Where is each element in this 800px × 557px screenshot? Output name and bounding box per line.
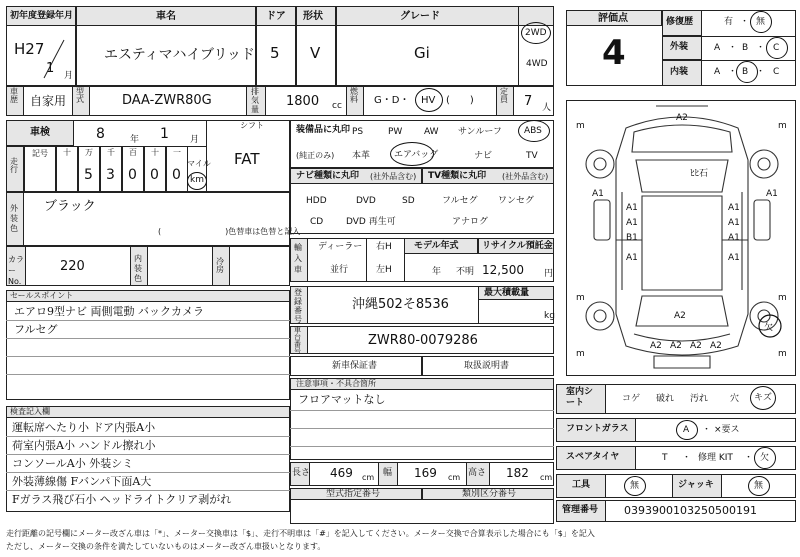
insp-line-4 [6,490,290,491]
tools-value: 無 [630,481,640,491]
import-parallel: 並行 [330,265,349,275]
first-reg-month-unit: 月 [64,71,74,81]
manual: 取扱説明書 [464,361,510,371]
import-label: 輸入車 [294,243,302,274]
height-label: 高さ [468,468,487,478]
equip-tv: TV [526,151,538,161]
ac-label: 冷房 [216,257,224,274]
new-car-warranty: 新車保証書 [332,361,378,371]
interior-color-label: 内装色 [134,254,142,283]
int-opt-dot2: ・ [756,67,766,77]
glass-opt-x: ×要ス [714,425,740,435]
diagram-a2-b1: A2 [650,341,662,351]
first-reg-era: H27 [14,40,45,58]
class-no-label: 類別区分番号 [462,489,517,499]
width-value: 169 [414,466,437,480]
ext-opt-dot2: ・ [756,43,766,53]
inspector-line-5: Fガラス飛び石小 ヘッドライトクリア剥がれ [12,493,232,506]
registration-label: 登録番号 [294,288,302,324]
odometer-digit-label: 一 [173,148,181,157]
mile-label: マイル [187,159,211,168]
equip-pw: PW [388,127,403,137]
diagram-a1-r4: A1 [728,233,740,243]
chassis-label: 車台番号 [294,326,301,355]
equip-leather: 本革 [352,151,371,161]
tv-analog: アナログ [452,217,489,227]
spare-opt-dot1: ・ [682,453,692,463]
seat-yogore: 汚れ [690,394,709,404]
score-value: 4 [602,33,626,73]
diagram-a2-b4: A2 [710,341,722,351]
capacity-label: 定員 [500,87,508,104]
diagram-a1-l: A1 [592,189,604,199]
tv-fullseg: フルセグ [442,196,478,206]
diagram-a1-ml2: A1 [626,218,638,228]
repair-label: 修復歴 [666,17,694,27]
width-cm: cm [448,473,461,482]
interior-seat-label: 室内シート [566,387,594,408]
diagram-a1-ml: A1 [626,203,638,213]
color-no-block [6,246,290,286]
glass-opt-dot: ・ [702,425,712,435]
navi-sd: SD [402,196,415,206]
diagram-a1-lb: A1 [626,253,638,263]
car-name: エスティマハイブリッド [104,47,255,63]
spare-opt-kit: 修理 KIT [698,453,733,463]
drive-divider [518,6,519,86]
inspection-month: 1 [160,126,169,142]
diagram-m-6: m [778,349,787,359]
capacity-unit: 人 [542,103,552,113]
odometer-digit: 3 [106,167,115,183]
tv-type-label: TV種類に丸印 [428,171,487,181]
notes-value: フロアマットなし [298,393,386,406]
inspector-label: 検査記入欄 [10,407,50,416]
notes-line-1 [290,410,554,411]
diagram-a2-bot: A2 [674,311,686,321]
jack-value: 無 [754,481,764,491]
insp-line-2 [6,454,290,455]
model-year-label: モデル年式 [414,241,459,251]
seat-koge: コゲ [622,394,641,404]
navi-type-label: ナビ種類に丸印 [296,171,360,181]
diagram-a1-r2: A1 [728,203,740,213]
sales-line-2 [6,338,290,339]
tools-label: 工具 [572,480,591,490]
width-label: 幅 [383,468,393,478]
spare-opt-dot2: ・ [744,453,754,463]
door-label: ドア [266,11,286,22]
grade-value: Gi [414,44,430,62]
mileage-kigo-label: 記号 [32,149,48,158]
displacement-label: 排気量 [251,87,259,114]
navi-dvd: DVD [356,196,376,206]
seat-yabure: 破れ [656,394,675,404]
first-reg-month: 1 [46,61,55,76]
fuel-label: 燃料 [350,87,358,104]
diagram-a2-top: A2 [676,113,688,123]
mileage-label: 走行 [10,157,18,174]
chassis-value: ZWR80-0079286 [368,333,478,348]
length-cm: cm [362,473,375,482]
notes-block [290,378,554,460]
equipment-label: 装備品に丸印 [296,125,351,135]
diagram-m-5: m [576,349,585,359]
capacity-value: 7 [524,94,533,109]
score-label: 評価点 [598,13,628,24]
shape-label: 形状 [303,11,323,22]
navi-type-sub: (社外品含む) [370,172,417,181]
tv-oneseg: ワンセグ [498,196,535,206]
odometer-digit: 0 [150,167,159,183]
odometer-digit: 5 [84,167,93,183]
length-label: 長さ [292,468,311,478]
inspector-line-1: 運転席へたり小 ドア内張A小 [12,421,156,434]
sales-point-line-1: エアロ9型ナビ 両側電動 バックカメラ [14,305,204,318]
footer-line-1: 走行距離の記号欄にメーター改ざん車は「*」、メーター交換車は「$」、走行不明車は「#」を記入してください。メーター交換で合算表示した場合にも「$」を記入 [6,529,595,538]
odometer-digit: 0 [172,167,181,183]
inspection-month-unit: 月 [190,135,200,145]
tv-type-sub: (社外品含む) [502,172,549,181]
odometer-digit-label: 十 [151,148,159,157]
color-no-value: 220 [60,259,85,274]
model-year-unit: 年 [432,267,442,277]
diagram-m-1: m [576,121,585,131]
diagram-a1-r: A1 [766,189,778,199]
ext-opt-dot1: ・ [728,43,738,53]
management-value: 0393900103250500191 [624,504,757,517]
equip-airbag: エアバッグ [394,150,439,160]
equip-abs: ABS [524,126,542,136]
insp-line-3 [6,472,290,473]
odometer-digit-label: 千 [107,148,115,157]
inspection-year: 8 [96,126,105,142]
inspector-line-3: コンソールA小 外装シミ [12,457,134,470]
notes-label: 注意事項・不具合箇所 [296,379,376,388]
sales-point-label: セールスポイント [10,291,74,300]
equip-aw: AW [424,127,439,137]
drive-2wd: 2WD [525,28,547,38]
exterior-label: 外装 [670,42,689,52]
inspector-line-4: 外装薄線傷 Fバンパ下面A大 [12,475,152,488]
front-glass-label: フロントガラス [566,424,629,434]
equip-ps: PS [352,127,364,137]
int-opt-dot1: ・ [728,67,738,77]
import-dealer: ディーラー [318,242,363,252]
diagram-hishaku: ﾋﾋ石 [690,169,709,179]
insp-line-1 [6,436,290,437]
repair-opt-yes: 有 [724,17,734,27]
import-div-1 [366,238,367,282]
equipment-sub: (純正のみ) [296,151,335,160]
exterior-color-value: ブラック [44,199,96,214]
model-year-unknown: 不明 [456,267,475,277]
type-no-label: 型式指定番号 [326,489,381,499]
diagram-a1-r3: A1 [728,218,740,228]
seat-kizu: キズ [754,393,772,403]
navi-cd: CD [310,217,324,227]
drive-4wd: 4WD [526,59,548,69]
diagram-a2-b3: A2 [690,341,702,351]
registration-value: 沖縄502そ8536 [352,297,449,312]
recycle-value: 12,500 [482,263,524,277]
odometer-digit: 0 [128,167,137,183]
exterior-color-label: 外装色 [10,204,18,233]
import-left-h: 左H [376,265,392,275]
odometer-kigo-cell [24,146,56,192]
load-label: 最大積載量 [484,288,530,298]
damage-diagram [566,100,796,376]
length-value: 469 [330,466,353,480]
grade-header [336,6,554,26]
first-reg-label: 初年度登録年月 [10,11,74,21]
spare-tire-label: スペアタイヤ [566,452,620,462]
car-name-label: 車名 [156,11,176,22]
model-value: DAA-ZWR80G [122,93,212,108]
spare-opt-t: T [662,453,668,463]
repair-opt-dot: ・ [740,17,750,27]
diagram-m-4: m [778,293,787,303]
odometer-digit-label: 十 [63,148,71,157]
door-value: 5 [270,44,280,62]
diagram-m-3: m [576,293,585,303]
footer-line-2: ただし、メーター交換の条件を満たしていないものはメーター改ざん車扱いとなります。 [6,542,326,551]
displacement-value: 1800 [286,94,320,109]
fuel-selected: HV [421,95,436,106]
ext-opt-c: C [773,43,780,53]
spare-opt-ketsu: 欠 [760,453,770,463]
recycle-label: リサイクル預託金 [482,241,553,251]
shift-label: シフト [240,121,264,130]
sales-line-4 [6,374,290,375]
diagram-a1-rb: A1 [728,253,740,263]
usage-label: 車歴 [10,87,18,104]
inspector-line-2: 荷室内張A小 ハンドル擦れ小 [12,439,156,452]
diagram-a2-b2: A2 [670,341,682,351]
load-kg: kg [544,311,555,321]
color-no-label: カラーNo. [8,255,24,286]
jack-label: ジャッキ [678,480,714,490]
ext-opt-b: B [742,43,749,53]
height-cm: cm [540,473,553,482]
fuel-paren: ( ) [446,95,474,106]
color-change-note: ( )色替車は色替と記入 [158,227,301,236]
repair-opt-none: 無 [756,17,766,27]
km-label: km [190,175,204,185]
interior-label: 内装 [670,67,689,77]
diagram-ketsu: 欠 [764,323,774,333]
sales-line-1 [6,320,290,321]
management-label: 管理番号 [562,505,599,515]
ext-opt-a: A [714,43,721,53]
recycle-yen: 円 [544,269,554,279]
glass-opt-a: A [683,425,690,435]
navi-dvd-playback: DVD 再生可 [346,217,396,227]
usage-value: 自家用 [30,94,67,108]
int-opt-c: C [773,67,780,77]
fuel-options: G・D・ [374,95,410,106]
inspection-label: 車検 [30,127,50,138]
shape-value: V [310,44,321,62]
height-value: 182 [506,466,529,480]
equip-sunroof: サンルーフ [458,127,502,137]
odometer-digit-label: 百 [129,148,137,157]
sales-line-3 [6,356,290,357]
displacement-cc: cc [332,101,342,111]
diagram-b1: B1 [626,233,638,243]
diagram-m-2: m [778,121,787,131]
model-label: 型式 [76,87,84,104]
equip-navi: ナビ [474,151,493,161]
sales-point-line-2: フルセグ [14,323,58,336]
int-opt-a: A [714,67,721,77]
int-opt-b: B [742,67,749,77]
grade-label: グレード [400,11,440,22]
notes-line-2 [290,428,554,429]
seat-ana: 穴 [730,394,740,404]
notes-line-3 [290,446,554,447]
navi-hdd: HDD [306,196,327,206]
shift-value: FAT [234,150,260,168]
odometer-digit-label: 万 [85,148,93,157]
inspection-year-unit: 年 [130,135,140,145]
import-right-h: 右H [376,242,392,252]
